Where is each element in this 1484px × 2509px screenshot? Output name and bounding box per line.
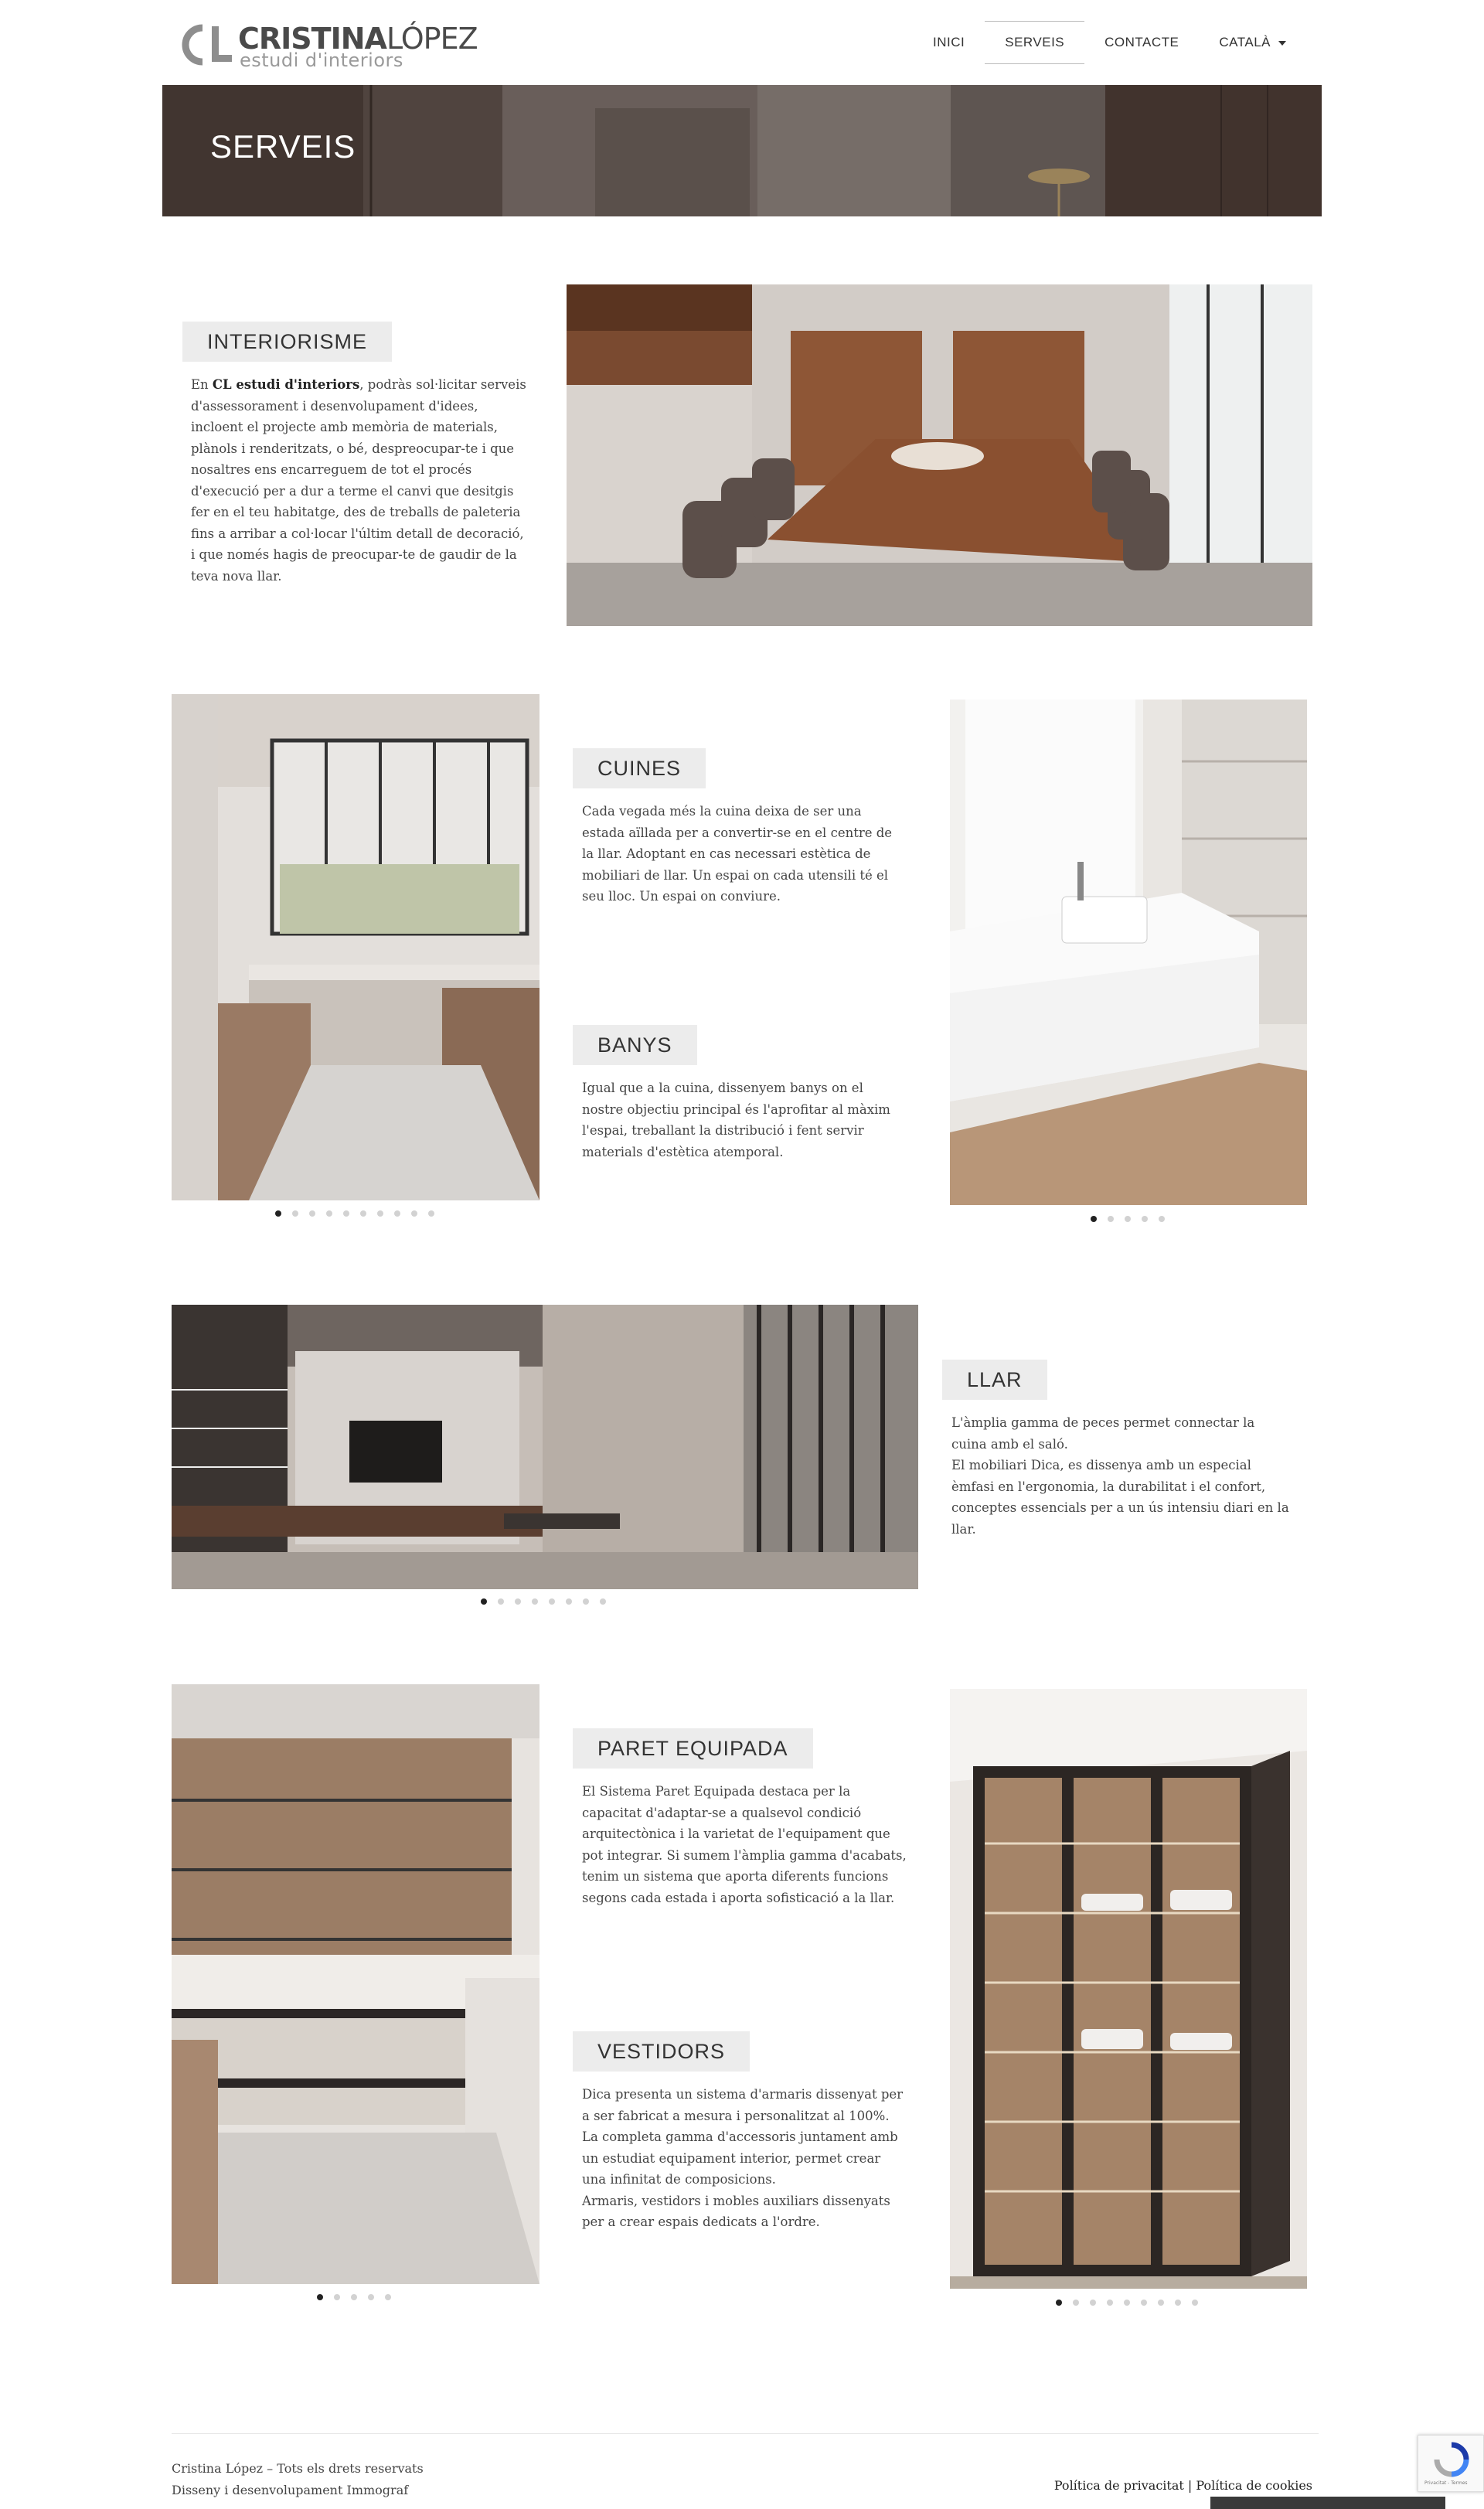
interiorisme-heading: INTERIORISME (182, 322, 392, 362)
carousel-dot[interactable] (343, 1210, 349, 1217)
recaptcha-terms: Privacitat - Termes (1424, 2480, 1468, 2486)
carousel-dot[interactable] (481, 1598, 487, 1605)
living-carousel-dots (481, 1598, 606, 1605)
carousel-dot[interactable] (1091, 1216, 1097, 1222)
site-logo[interactable] (172, 19, 478, 71)
nav-serveis[interactable]: SERVEIS (985, 21, 1084, 64)
carousel-dot[interactable] (1108, 1216, 1114, 1222)
carousel-dot[interactable] (515, 1598, 521, 1605)
paret-text: El Sistema Paret Equipada destaca per la capacitat d'adaptar-se a qualsevol condició arquitectònica i la varietat de l'equipament que pot integrar. Si sumem l'àmplia gamma d'acabats, tenim un sistema que aporta diferents funcions segons cada estada i aporta sofisticació a la llar. (582, 1784, 907, 1905)
carousel-dot[interactable] (368, 2294, 374, 2300)
carousel-dot[interactable] (1073, 2300, 1079, 2306)
footer-credits (172, 2458, 424, 2501)
footer-links (1054, 2478, 1312, 2493)
nav-language[interactable] (1199, 22, 1306, 63)
page-banner (162, 85, 1322, 216)
carousel-dot[interactable] (1107, 2300, 1113, 2306)
carousel-dot[interactable] (498, 1598, 504, 1605)
vestidors-heading: VESTIDORS (573, 2031, 750, 2072)
page-title: SERVEIS (210, 128, 356, 165)
footer-copyright: Cristina López – Tots els drets reservats (172, 2461, 424, 2476)
footer-separator: | (1183, 2478, 1196, 2493)
carousel-dot[interactable] (428, 1210, 434, 1217)
wall-carousel-dots (317, 2294, 391, 2300)
kitchen-carousel-dots (275, 1210, 434, 1217)
recaptcha-icon (1432, 2440, 1471, 2479)
carousel-dot[interactable] (600, 1598, 606, 1605)
carousel-dot[interactable] (1124, 2300, 1130, 2306)
llar-heading: LLAR (942, 1360, 1047, 1400)
carousel-dot[interactable] (1141, 2300, 1147, 2306)
interiorisme-photo (567, 284, 1312, 626)
bath-carousel-dots (1091, 1216, 1165, 1222)
banys-heading: BANYS (573, 1025, 697, 1065)
carousel-dot[interactable] (326, 1210, 332, 1217)
recaptcha-badge[interactable] (1418, 2435, 1484, 2492)
language-label: CATALÀ (1219, 35, 1271, 49)
carousel-dot[interactable] (1159, 1216, 1165, 1222)
main-nav (913, 22, 1306, 63)
bottom-bar (1210, 2497, 1445, 2509)
logo-mark-icon (172, 19, 233, 70)
wardrobe-photo (950, 1689, 1307, 2289)
carousel-dot[interactable] (583, 1598, 589, 1605)
cuines-text: Cada vegada més la cuina deixa de ser una estada aïllada per a convertir-se en el centre de la llar. Adoptant en cas necessari estètica de mobiliari de llar. Un espai on cada utensili té el seu lloc. Un espai on conviure. (582, 804, 893, 904)
carousel-dot[interactable] (394, 1210, 400, 1217)
cuines-heading: CUINES (573, 748, 706, 788)
carousel-dot[interactable] (377, 1210, 383, 1217)
carousel-dot[interactable] (360, 1210, 366, 1217)
carousel-dot[interactable] (1125, 1216, 1131, 1222)
carousel-dot[interactable] (351, 2294, 357, 2300)
logo-brand: CRISTINALÓPEZ (238, 22, 478, 56)
carousel-dot[interactable] (1056, 2300, 1062, 2306)
carousel-dot[interactable] (275, 1210, 281, 1217)
carousel-dot[interactable] (1175, 2300, 1181, 2306)
carousel-dot[interactable] (566, 1598, 572, 1605)
carousel-dot[interactable] (411, 1210, 417, 1217)
interiorisme-text: En CL estudi d'interiors, podràs sol·licitar serveis d'assessorament i desenvolupament d'idees, incloent el projecte amb memòria de materials, plànols i renderitzats, o bé, despreocupar-te i que nosaltres ens encarreguem de tot el procés d'execució per a dur a terme el canvi que desitgis fer en el teu habitatge, des de treballs de paleteria fins a arribar a col·locar l'últim detall de decoració, i que només hagis de preocupar-te de gaudir de la teva nova llar. (191, 377, 526, 584)
nav-contacte[interactable]: CONTACTE (1104, 35, 1179, 49)
chevron-down-icon (1278, 41, 1286, 46)
banys-text: Igual que a la cuina, dissenyem banys on el nostre objectiu principal és l'aprofitar al màxim l'espai, treballant la distribució i fent servir materials d'estètica atemporal. (582, 1081, 890, 1159)
carousel-dot[interactable] (1158, 2300, 1164, 2306)
logo-tagline: estudi d'interiors (240, 49, 403, 71)
carousel-dot[interactable] (292, 1210, 298, 1217)
living-photo (172, 1305, 918, 1589)
carousel-dot[interactable] (309, 1210, 315, 1217)
cookie-policy-link[interactable]: Política de cookies (1196, 2478, 1312, 2493)
wardrobe-carousel-dots (1056, 2300, 1198, 2306)
kitchen-photo (172, 694, 539, 1200)
paret-heading: PARET EQUIPADA (573, 1728, 813, 1769)
footer-divider (172, 2433, 1319, 2434)
bathroom-photo (950, 700, 1307, 1205)
nav-inici[interactable]: INICI (933, 35, 965, 49)
carousel-dot[interactable] (1090, 2300, 1096, 2306)
footer-developer: Disseny i desenvolupament Immograf (172, 2483, 409, 2497)
carousel-dot[interactable] (334, 2294, 340, 2300)
carousel-dot[interactable] (549, 1598, 555, 1605)
equipped-wall-photo (172, 1684, 539, 2284)
carousel-dot[interactable] (1142, 1216, 1148, 1222)
carousel-dot[interactable] (1192, 2300, 1198, 2306)
site-header (0, 0, 1484, 85)
llar-text: L'àmplia gamma de peces permet connectar la cuina amb el saló. El mobiliari Dica, es dissenya amb un especial èmfasi en l'ergonomia, la durabilitat i el confort, conceptes essencials per a un ús intensiu diari en la llar. (951, 1415, 1289, 1537)
carousel-dot[interactable] (317, 2294, 323, 2300)
vestidors-text: Dica presenta un sistema d'armaris dissenyat per a ser fabricat a mesura i personalitzat al 100%. La completa gamma d'accessoris juntament amb un estudiat equipament interior, permet crear una infinitat de composicions. Armaris, vestidors i mobles auxiliars dissenyats per a crear espais dedicats a l'ordre. (582, 2087, 904, 2229)
carousel-dot[interactable] (532, 1598, 538, 1605)
carousel-dot[interactable] (385, 2294, 391, 2300)
privacy-policy-link[interactable]: Política de privacitat (1053, 2478, 1184, 2493)
